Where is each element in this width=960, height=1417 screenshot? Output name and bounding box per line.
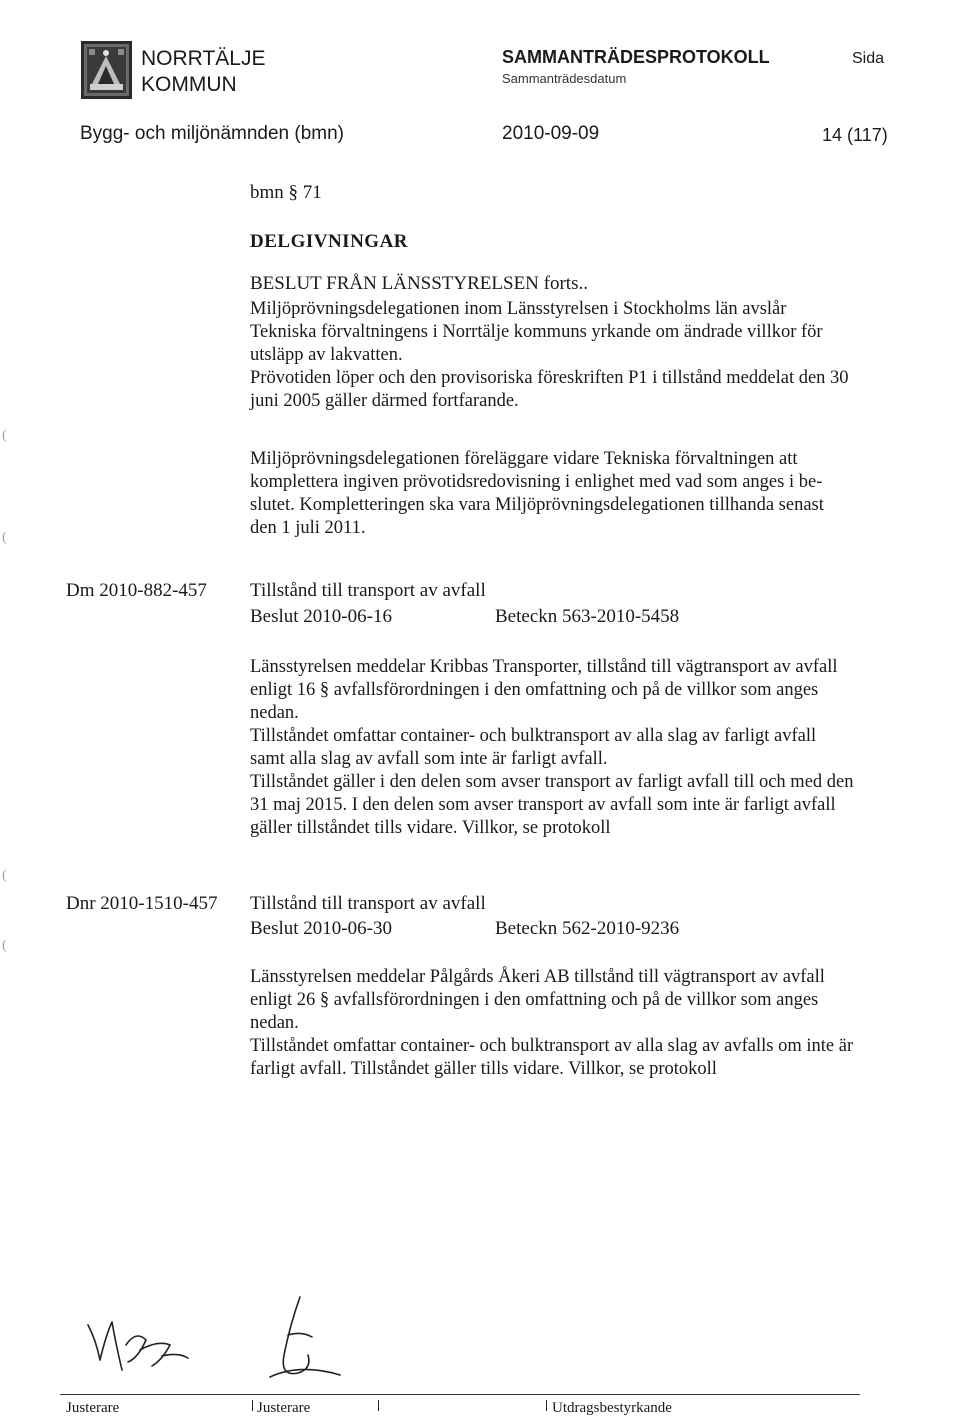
paragraph-reference: bmn § 71 [250, 182, 322, 203]
footer-label-reviewer-2: Justerare [257, 1400, 311, 1416]
case-decision-date: Beslut 2010-06-30 [250, 918, 392, 939]
org-name-line1: NORRTÄLJE [141, 47, 266, 70]
margin-mark: ( [2, 530, 7, 545]
org-name-line2: KOMMUN [141, 73, 237, 96]
norrtalje-coat-of-arms-icon [80, 40, 133, 100]
section-heading: DELGIVNINGAR [250, 231, 409, 252]
committee-name: Bygg- och miljönämnden (bmn) [80, 123, 345, 144]
case-reference: Dnr 2010-1510-457 [66, 893, 218, 914]
body-paragraph: Miljöprövningsdelegationen inom Länsstyrelsen i Stockholms län avslår Tekniska förvaltningens i Norrtälje kommuns yrkande om ändrade villkor för utsläpp av lakvatten. Prövotiden löper och den provisoriska föreskriften P1 i tillstånd meddelat den 30 juni 2005 gäller därmed fortfarande. [250, 299, 849, 411]
case-decision-date: Beslut 2010-06-16 [250, 606, 392, 627]
case-title: Tillstånd till transport av avfall [250, 893, 486, 914]
case-text: Länsstyrelsen meddelar Pålgårds Åkeri AB tillstånd till vägtransport av avfall enligt 26 § avfallsförordningen i den omfattning och på de villkor som anges nedan. Tillståndet omfattar container- och bulktransport av alla slag av avfalls om inte är farligt avfall. Tillståndet gäller tills vidare. Villkor, se protokoll [250, 967, 854, 1079]
footer-column-divider [252, 1400, 253, 1411]
case-number: Beteckn 562-2010-9236 [495, 918, 680, 939]
footer-separator-line [60, 1394, 860, 1395]
page-number: 14 (117) [822, 125, 888, 145]
margin-mark: ( [2, 428, 7, 443]
document-title: SAMMANTRÄDESPROTOKOLL [502, 47, 770, 67]
subsection-heading: BESLUT FRÅN LÄNSSTYRELSEN forts.. [250, 273, 588, 294]
case-number: Beteckn 563-2010-5458 [495, 606, 680, 627]
body-paragraph: Miljöprövningsdelegationen föreläggare vidare Tekniska förvaltningen att komplettera ingiven prövotidsredovisning i enlighet med vad som anges i be- slutet. Kompletteringen ska vara Miljöprövningsdelegationen tillhanda senast den 1 juli 2011. [250, 449, 824, 538]
footer-label-reviewer-1: Justerare [66, 1400, 120, 1416]
margin-mark: ( [2, 938, 7, 953]
footer-column-divider [546, 1400, 547, 1411]
signature-initials [78, 1300, 218, 1380]
signature-initials [250, 1285, 350, 1385]
case-text: Länsstyrelsen meddelar Kribbas Transporter, tillstånd till vägtransport av avfall enligt 16 § avfallsförordningen i den omfattning och på de villkor som anges nedan. Tillståndet omfattar container- och bulktransport av alla slag av farligt avfall samt alla slag av avfall som inte är farligt avfall. Tillståndet gäller i den delen som avser transport av farligt avfall till och med den 31 maj 2015. I den delen som avser transport av avfall som inte är farligt avfall gäller tillståndet tills vidare. Villkor, se protokoll [250, 657, 854, 838]
margin-mark: ( [2, 868, 7, 883]
document-subtitle: Sammanträdesdatum [502, 71, 627, 86]
meeting-date: 2010-09-09 [502, 123, 600, 144]
case-reference: Dm 2010-882-457 [66, 580, 207, 601]
page-label: Sida [852, 50, 885, 67]
case-title: Tillstånd till transport av avfall [250, 580, 486, 601]
footer-label-certification: Utdragsbestyrkande [552, 1400, 672, 1416]
footer-column-divider [378, 1400, 379, 1411]
